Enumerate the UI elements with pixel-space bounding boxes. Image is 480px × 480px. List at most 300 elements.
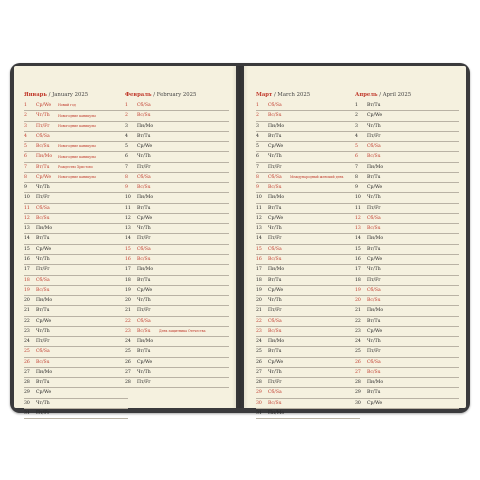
day-number: 4: [256, 133, 259, 139]
day-number: 5: [125, 144, 128, 150]
day-row: [256, 224, 360, 234]
day-number: 29: [24, 390, 30, 396]
day-row: [256, 276, 360, 286]
month-title-january: [24, 92, 88, 98]
day-row: [256, 399, 360, 409]
day-row: [125, 327, 229, 337]
day-number: 8: [24, 174, 27, 180]
day-of-week: Ср/We: [137, 144, 153, 150]
day-number: 18: [355, 277, 361, 283]
day-of-week: Пт/Fr: [268, 380, 282, 386]
day-number: 16: [355, 256, 361, 262]
day-number: 5: [256, 144, 259, 150]
day-row: [24, 204, 128, 214]
day-row: [355, 286, 459, 296]
day-row: [355, 173, 459, 183]
day-number: 26: [355, 359, 361, 365]
day-row: [24, 327, 128, 337]
day-of-week: Чт/Th: [137, 298, 151, 304]
day-row: [256, 327, 360, 337]
day-row: [355, 378, 459, 388]
day-row: [125, 122, 229, 132]
day-number: 6: [125, 154, 128, 160]
day-row: [125, 368, 229, 378]
day-of-week: Пт/Fr: [36, 195, 50, 201]
day-of-week: Пн/Mo: [367, 236, 384, 242]
day-row: [125, 111, 229, 121]
day-of-week: Сб/Sa: [268, 174, 282, 180]
day-of-week: Вт/Tu: [268, 349, 282, 355]
day-row: [125, 193, 229, 203]
day-of-week: Вт/Tu: [268, 133, 282, 139]
day-number: 14: [256, 236, 262, 242]
day-number: 1: [355, 103, 358, 108]
day-row: [256, 409, 360, 419]
day-row: [24, 132, 128, 142]
day-of-week: Пт/Fr: [268, 308, 282, 314]
day-row: [355, 142, 459, 152]
day-number: 16: [125, 256, 131, 262]
day-of-week: Пт/Fr: [137, 380, 151, 386]
day-number: 23: [256, 328, 262, 334]
day-of-week: Чт/Th: [268, 369, 282, 375]
day-number: 20: [24, 298, 30, 304]
day-of-week: Пт/Fr: [367, 349, 381, 355]
day-number: 5: [355, 144, 358, 150]
holiday-note: Рождество Христово: [58, 164, 93, 169]
day-of-week: Пн/Mo: [36, 369, 53, 375]
day-of-week: Сб/Sa: [367, 287, 381, 293]
day-of-week: Чт/Th: [367, 123, 381, 129]
day-number: 21: [125, 308, 131, 314]
day-of-week: Вс/Su: [268, 185, 282, 191]
day-number: 22: [24, 318, 30, 324]
day-row: [24, 317, 128, 327]
day-number: 13: [125, 226, 131, 232]
day-of-week: Вт/Tu: [36, 164, 50, 170]
day-number: 30: [24, 400, 30, 406]
day-of-week: Чт/Th: [268, 226, 282, 232]
day-row: [355, 347, 459, 357]
day-number: 20: [125, 298, 131, 304]
day-number: 20: [256, 298, 262, 304]
day-row: [256, 306, 360, 316]
day-of-week: Вт/Tu: [137, 277, 151, 283]
day-row: [24, 347, 128, 357]
day-row: [256, 378, 360, 388]
day-row: [355, 183, 459, 193]
day-row: [24, 409, 128, 419]
day-of-week: Вс/Su: [36, 215, 50, 221]
day-row: [355, 399, 459, 409]
day-row: [256, 101, 360, 111]
day-of-week: Пн/Mo: [268, 195, 285, 201]
day-row: [24, 152, 128, 162]
day-row: [125, 214, 229, 224]
day-of-week: Вс/Su: [268, 113, 282, 119]
month-days-february: [125, 101, 229, 388]
day-number: 4: [24, 133, 27, 139]
day-number: 9: [355, 185, 358, 191]
day-of-week: Вс/Su: [137, 328, 151, 334]
day-of-week: Пт/Fr: [36, 339, 50, 345]
day-of-week: Пт/Fr: [36, 267, 50, 273]
day-of-week: Ср/We: [137, 359, 153, 365]
month-days-january: [24, 101, 128, 419]
day-row: [355, 224, 459, 234]
day-row: [24, 234, 128, 244]
day-number: 28: [256, 380, 262, 386]
day-number: 11: [125, 205, 131, 211]
day-of-week: Чт/Th: [137, 154, 151, 160]
day-of-week: Вт/Tu: [367, 103, 381, 108]
day-number: 2: [125, 113, 128, 119]
day-row: [125, 378, 229, 388]
day-number: 1: [125, 103, 128, 108]
day-number: 8: [256, 174, 259, 180]
day-number: 24: [24, 339, 30, 345]
day-number: 3: [256, 123, 259, 129]
day-row: [355, 337, 459, 347]
day-of-week: Вс/Su: [137, 256, 151, 262]
day-number: 4: [125, 133, 128, 139]
day-row: [256, 234, 360, 244]
day-number: 9: [125, 185, 128, 191]
day-row: [125, 276, 229, 286]
day-number: 7: [355, 164, 358, 170]
day-row: [125, 317, 229, 327]
day-row: [125, 234, 229, 244]
day-row: [355, 234, 459, 244]
day-row: [24, 142, 128, 152]
holiday-note: Новогодние каникулы: [58, 144, 96, 149]
day-of-week: Ср/We: [36, 246, 52, 252]
holiday-note: Международный женский день: [290, 175, 344, 180]
day-of-week: Сб/Sa: [36, 205, 50, 211]
day-of-week: Ср/We: [268, 359, 284, 365]
day-row: [256, 347, 360, 357]
day-of-week: Ср/We: [137, 215, 153, 221]
day-row: [125, 132, 229, 142]
day-of-week: Чт/Th: [367, 339, 381, 345]
day-of-week: Сб/Sa: [36, 349, 50, 355]
day-of-week: Вс/Su: [367, 298, 381, 304]
day-number: 17: [125, 267, 131, 273]
month-title-march: [256, 92, 310, 98]
day-row: [125, 183, 229, 193]
day-row: [355, 388, 459, 398]
day-row: [355, 296, 459, 306]
day-row: [24, 378, 128, 388]
day-row: [24, 255, 128, 265]
day-row: [256, 183, 360, 193]
day-number: 28: [355, 380, 361, 386]
day-number: 9: [256, 185, 259, 191]
spine-shadow: [232, 66, 248, 408]
day-of-week: Вс/Su: [36, 144, 50, 150]
day-number: 23: [125, 328, 131, 334]
day-number: 3: [24, 123, 27, 129]
day-number: 2: [24, 113, 27, 119]
day-row: [125, 255, 229, 265]
day-row: [355, 122, 459, 132]
day-of-week: Пн/Mo: [137, 123, 154, 129]
day-of-week: Ср/We: [268, 144, 284, 150]
month-days-march: [256, 101, 360, 419]
day-number: 25: [256, 349, 262, 355]
day-number: 18: [24, 277, 30, 283]
day-number: 22: [256, 318, 262, 324]
day-number: 12: [24, 215, 30, 221]
day-of-week: Чт/Th: [367, 267, 381, 273]
day-number: 4: [355, 133, 358, 139]
day-of-week: Сб/Sa: [137, 318, 151, 324]
day-of-week: Пн/Mo: [268, 267, 285, 273]
month-name: Апрель: [355, 92, 378, 98]
day-number: 5: [24, 144, 27, 150]
day-number: 1: [24, 103, 27, 108]
month-name: Февраль: [125, 92, 152, 98]
day-row: [256, 317, 360, 327]
day-number: 21: [355, 308, 361, 314]
day-number: 10: [125, 195, 131, 201]
day-row: [256, 204, 360, 214]
day-number: 9: [24, 185, 27, 191]
day-row: [256, 388, 360, 398]
day-of-week: Пн/Mo: [36, 298, 53, 304]
day-number: 31: [24, 410, 30, 416]
day-of-week: Ср/We: [36, 174, 52, 180]
day-of-week: Вс/Su: [268, 400, 282, 406]
day-number: 7: [24, 164, 27, 170]
day-row: [125, 337, 229, 347]
day-row: [355, 245, 459, 255]
day-of-week: Вт/Tu: [137, 133, 151, 139]
holiday-note: Новогодние каникулы: [58, 175, 96, 180]
day-row: [256, 358, 360, 368]
day-of-week: Ср/We: [137, 287, 153, 293]
day-row: [24, 265, 128, 275]
day-number: 1: [256, 103, 259, 108]
day-of-week: Пт/Fr: [36, 123, 50, 129]
day-number: 14: [355, 236, 361, 242]
day-number: 15: [355, 246, 361, 252]
day-row: [24, 183, 128, 193]
day-of-week: Пт/Fr: [268, 236, 282, 242]
holiday-note: Новогодние каникулы: [58, 123, 96, 128]
day-of-week: Ср/We: [268, 287, 284, 293]
day-row: [355, 193, 459, 203]
day-number: 3: [355, 123, 358, 129]
day-of-week: Вс/Su: [137, 185, 151, 191]
day-row: [355, 276, 459, 286]
day-number: 15: [256, 246, 262, 252]
day-of-week: Вт/Tu: [137, 349, 151, 355]
day-row: [256, 152, 360, 162]
day-number: 11: [355, 205, 361, 211]
day-row: [24, 358, 128, 368]
holiday-note: Новогодние каникулы: [58, 113, 96, 118]
day-number: 10: [355, 195, 361, 201]
day-row: [24, 214, 128, 224]
day-row: [24, 296, 128, 306]
day-of-week: Пт/Fr: [137, 164, 151, 170]
day-number: 16: [256, 256, 262, 262]
day-of-week: Сб/Sa: [36, 133, 50, 139]
day-of-week: Сб/Sa: [137, 246, 151, 252]
day-of-week: Вс/Su: [367, 369, 381, 375]
day-of-week: Чт/Th: [36, 256, 50, 262]
day-of-week: Вт/Tu: [36, 236, 50, 242]
day-of-week: Ср/We: [36, 390, 52, 396]
day-row: [355, 204, 459, 214]
day-row: [355, 101, 459, 111]
day-row: [24, 368, 128, 378]
day-row: [355, 214, 459, 224]
day-number: 19: [355, 287, 361, 293]
day-row: [24, 286, 128, 296]
day-of-week: Сб/Sa: [268, 246, 282, 252]
day-of-week: Чт/Th: [367, 195, 381, 201]
day-row: [256, 142, 360, 152]
month-subtitle: / February 2025: [153, 92, 197, 98]
month-subtitle: / January 2025: [48, 92, 89, 98]
day-of-week: Вт/Tu: [367, 174, 381, 180]
day-of-week: Пн/Mo: [137, 267, 154, 273]
day-of-week: Чт/Th: [36, 400, 50, 406]
day-row: [355, 132, 459, 142]
day-number: 27: [355, 369, 361, 375]
day-number: 15: [125, 246, 131, 252]
day-number: 29: [256, 390, 262, 396]
day-row: [256, 163, 360, 173]
day-row: [24, 388, 128, 398]
day-number: 31: [256, 410, 262, 416]
day-row: [24, 399, 128, 409]
day-of-week: Вс/Su: [137, 113, 151, 119]
month-title-february: [125, 92, 196, 98]
day-row: [24, 224, 128, 234]
day-of-week: Чт/Th: [137, 369, 151, 375]
day-row: [355, 152, 459, 162]
day-of-week: Чт/Th: [36, 113, 50, 119]
day-number: 24: [256, 339, 262, 345]
day-of-week: Вс/Su: [268, 328, 282, 334]
day-of-week: Пн/Mo: [268, 123, 285, 129]
day-row: [24, 101, 128, 111]
day-of-week: Вт/Tu: [367, 246, 381, 252]
day-row: [125, 204, 229, 214]
day-of-week: Вс/Su: [367, 154, 381, 160]
day-row: [355, 317, 459, 327]
day-of-week: Ср/We: [367, 185, 383, 191]
day-row: [24, 306, 128, 316]
day-number: 27: [125, 369, 131, 375]
day-number: 22: [355, 318, 361, 324]
day-row: [355, 327, 459, 337]
day-number: 3: [125, 123, 128, 129]
day-number: 19: [125, 287, 131, 293]
day-of-week: Вс/Su: [367, 226, 381, 232]
day-number: 2: [355, 113, 358, 119]
day-of-week: Пт/Fr: [367, 133, 381, 139]
day-number: 23: [24, 328, 30, 334]
day-number: 26: [125, 359, 131, 365]
day-row: [125, 224, 229, 234]
day-row: [125, 173, 229, 183]
day-of-week: Сб/Sa: [137, 174, 151, 180]
day-of-week: Пн/Mo: [137, 195, 154, 201]
day-of-week: Сб/Sa: [268, 318, 282, 324]
day-of-week: Вс/Su: [36, 287, 50, 293]
day-number: 10: [24, 195, 30, 201]
day-number: 28: [24, 380, 30, 386]
holiday-note: День защитника Отечества: [159, 329, 206, 334]
day-of-week: Чт/Th: [36, 185, 50, 191]
day-of-week: Вт/Tu: [367, 318, 381, 324]
day-number: 17: [24, 267, 30, 273]
day-row: [256, 122, 360, 132]
day-row: [256, 193, 360, 203]
day-row: [125, 358, 229, 368]
day-number: 7: [256, 164, 259, 170]
day-number: 12: [256, 215, 262, 221]
day-row: [125, 296, 229, 306]
day-number: 13: [256, 226, 262, 232]
day-of-week: Пн/Mo: [36, 154, 53, 160]
holiday-note: Новогодние каникулы: [58, 154, 96, 159]
day-number: 25: [24, 349, 30, 355]
day-row: [256, 337, 360, 347]
day-row: [256, 111, 360, 121]
day-row: [125, 306, 229, 316]
day-number: 24: [355, 339, 361, 345]
day-number: 30: [256, 400, 262, 406]
day-number: 6: [256, 154, 259, 160]
day-of-week: Вт/Tu: [36, 380, 50, 386]
day-number: 30: [355, 400, 361, 406]
month-title-april: [355, 92, 411, 98]
day-number: 16: [24, 256, 30, 262]
day-row: [256, 296, 360, 306]
day-of-week: Вс/Su: [268, 256, 282, 262]
day-of-week: Ср/We: [367, 113, 383, 119]
day-of-week: Вс/Su: [36, 359, 50, 365]
day-of-week: Вт/Tu: [137, 205, 151, 211]
day-number: 28: [125, 380, 131, 386]
day-of-week: Пт/Fr: [137, 236, 151, 242]
day-number: 12: [355, 215, 361, 221]
day-of-week: Пн/Mo: [137, 339, 154, 345]
day-of-week: Пт/Fr: [367, 277, 381, 283]
day-row: [24, 173, 128, 183]
day-number: 25: [125, 349, 131, 355]
day-number: 19: [24, 287, 30, 293]
day-row: [24, 163, 128, 173]
day-of-week: Чт/Th: [137, 226, 151, 232]
day-row: [125, 152, 229, 162]
day-row: [24, 245, 128, 255]
day-row: [355, 265, 459, 275]
day-row: [256, 173, 360, 183]
day-number: 14: [125, 236, 131, 242]
day-number: 27: [24, 369, 30, 375]
day-of-week: Сб/Sa: [268, 103, 282, 108]
day-row: [24, 337, 128, 347]
day-number: 26: [256, 359, 262, 365]
month-days-april: [355, 101, 459, 409]
holiday-note: Новый год: [58, 103, 76, 108]
